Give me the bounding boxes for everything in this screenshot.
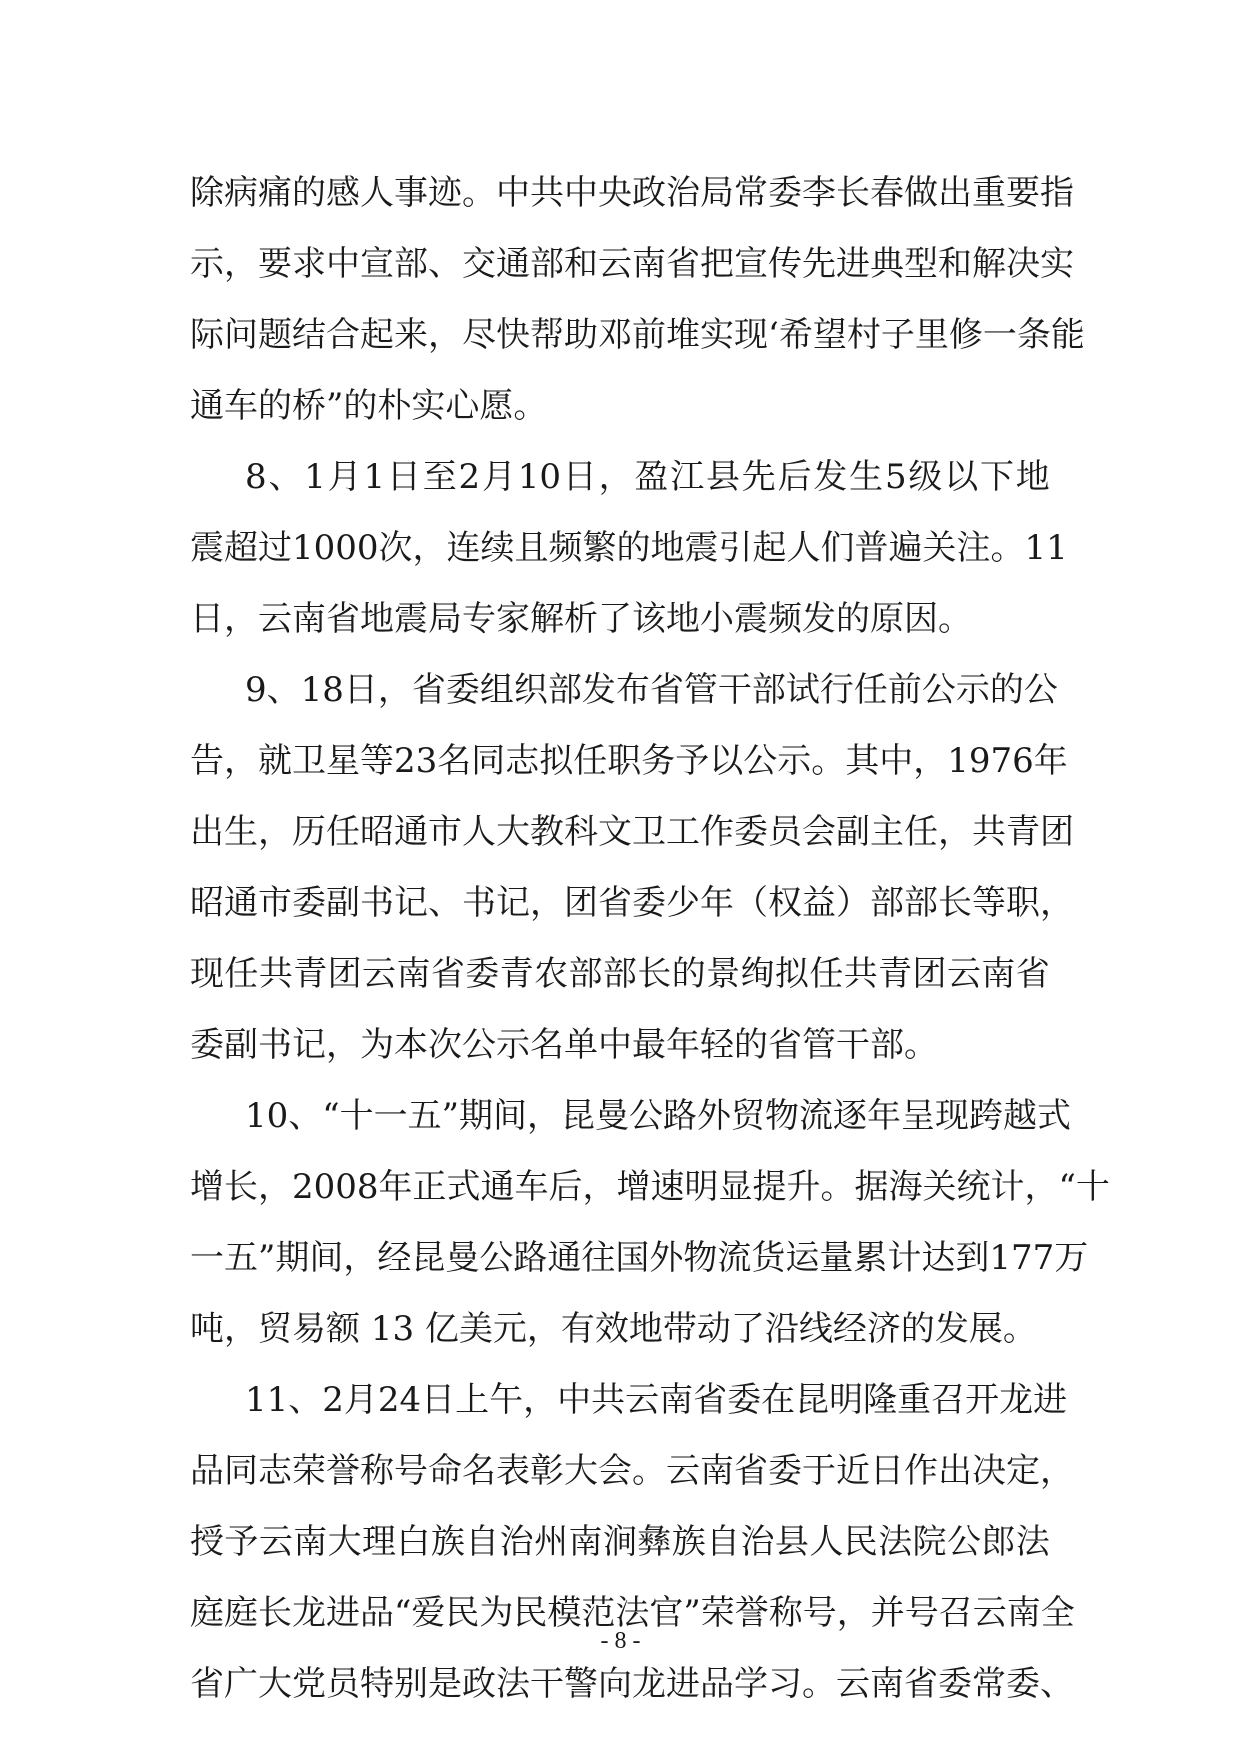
document-body xyxy=(190,158,1110,1720)
text-line: 告 ， 就 卫 星 等 23 名 同 志 拟 任 职 务 予 以 公 示 。 其 中 ， 1976 年 xyxy=(190,741,1068,781)
text-line: 日，云南省地震局专家解析了该地小震频发的原因。 xyxy=(190,599,972,639)
text-line: 委副书记，为本次公示名单中最年轻的省管干部。 xyxy=(190,1025,938,1065)
text-line: 现 任 共 青 团 云 南 省 委 青 农 部 部 长 的 景 绚 拟 任 共 青 团 云 南 省 xyxy=(190,954,1050,994)
paragraph-start-line: 10 、 “ 十 一 五 ” 期 间 ， 昆 曼 公 路 外 贸 物 流 逐 年 呈 现 跨 越 式 xyxy=(245,1096,1072,1136)
text-line: 示 ， 要 求 中 宣 部 、 交 通 部 和 云 南 省 把 宣 传 先 进 典 型 和 解 决 实 xyxy=(190,244,1074,284)
paragraph-start-line: 9 、 18 日 ， 省 委 组 织 部 发 布 省 管 干 部 试 行 任 前 公 示 的 公 xyxy=(245,670,1058,710)
text-line: 通车的桥”的朴实心愿。 xyxy=(190,386,548,426)
text-line: 出 生 ， 历 任 昭 通 市 人 大 教 科 文 卫 工 作 委 员 会 副 主 任 ， 共 青 团 xyxy=(190,812,1074,852)
text-line: 一 五 ” 期 间 ， 经 昆 曼 公 路 通 往 国 外 物 流 货 运 量 累 计 达 到 177 万 xyxy=(190,1238,1089,1278)
text-line: 省 广 大 党 员 特 别 是 政 法 干 警 向 龙 进 品 学 习 。 云 南 省 委 常 委 、 xyxy=(190,1664,1074,1704)
paragraph-start-line: 11 、 2 月 24 日 上 午 ， 中 共 云 南 省 委 在 昆 明 隆 重 召 开 龙 进 xyxy=(245,1380,1068,1420)
text-line: 吨，贸易额 13 亿美元，有效地带动了沿线经济的发展。 xyxy=(190,1309,1037,1349)
text-line: 庭 庭 长 龙 进 品 “ 爱 民 为 民 模 范 法 官 ” 荣 誉 称 号 ， 并 号 召 云 南 全 xyxy=(190,1593,1075,1633)
paragraph-start-line: 8 、 1 月 1 日 至 2 月 10 日 ， 盈 江 县 先 后 发 生 5 级 以 下 地 xyxy=(245,457,1050,497)
text-line: 增 长 ， 2008 年 正 式 通 车 后 ， 增 速 明 显 提 升 。 据 海 关 统 计 ， “ 十 xyxy=(190,1167,1110,1207)
text-line: 授 予 云 南 大 理 白 族 自 治 州 南 涧 彝 族 自 治 县 人 民 法 院 公 郎 法 xyxy=(190,1522,1050,1562)
text-line: 际 问 题 结 合 起 来 ， 尽 快 帮 助 邓 前 堆 实 现 ‘ 希 望 村 子 里 修 一 条 能 xyxy=(190,315,1085,355)
text-line: 昭 通 市 委 副 书 记 、 书 记 ， 团 省 委 少 年 （ 权 益 ） 部 部 长 等 职 ， xyxy=(190,883,1074,923)
page-number: - 8 - xyxy=(600,1628,641,1654)
text-line: 除 病 痛 的 感 人 事 迹 。 中 共 中 央 政 治 局 常 委 李 长 春 做 出 重 要 指 xyxy=(190,173,1074,213)
text-line: 震 超 过 1000 次 ， 连 续 且 频 繁 的 地 震 引 起 人 们 普 遍 关 注 。 11 xyxy=(190,528,1068,568)
text-line: 品 同 志 荣 誉 称 号 命 名 表 彰 大 会 。 云 南 省 委 于 近 日 作 出 决 定 ， xyxy=(190,1451,1074,1491)
